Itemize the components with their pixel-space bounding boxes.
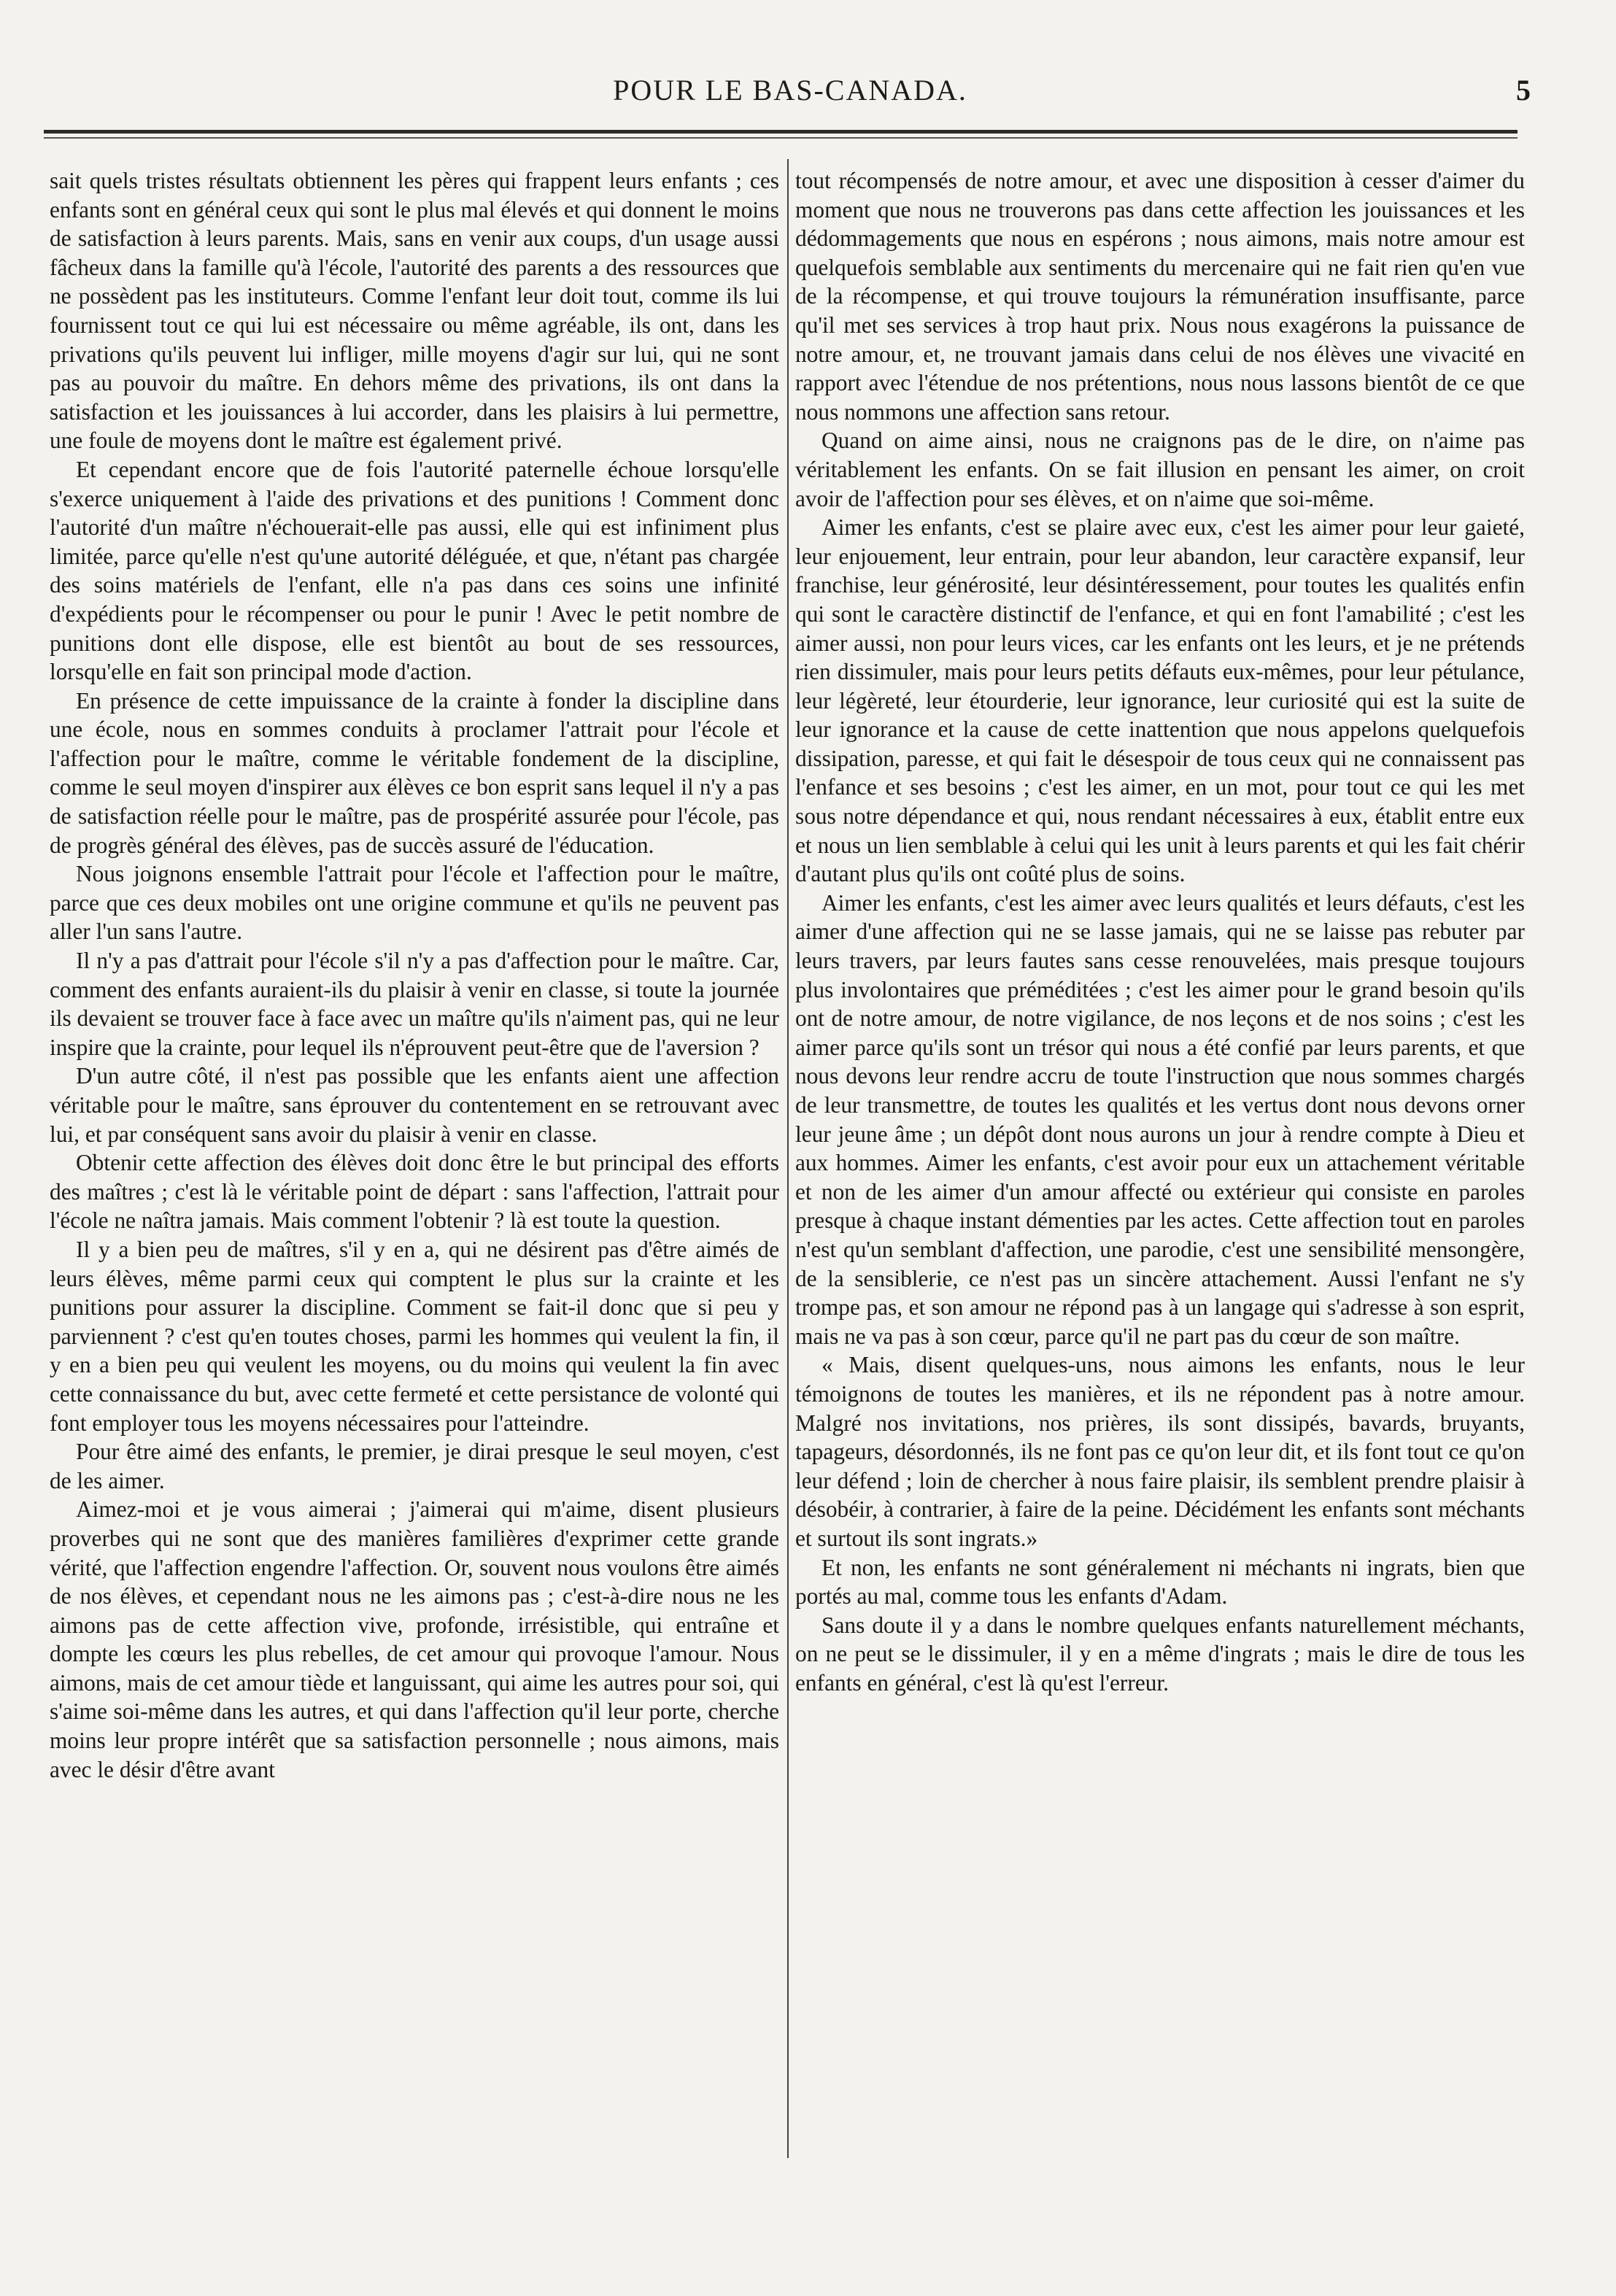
paragraph: Il y a bien peu de maîtres, s'il y en a, qui ne désirent pas d'être aimés de leurs élèves, même parmi ceux qui comptent le plus sur la crainte et les punitions pour assurer la discipline. Comment se fait-il donc que si peu y parviennent ? c'est qu'en toutes choses, parmi les hommes qui veulent la fin, il y en a bien peu qui veulent les moyens, ou du moins qui veulent la fin avec cette connaissance du but, avec cette fermeté et cette persistance de volonté qui font employer tous les moyens nécessaires pour l'atteindre.	[50, 1236, 779, 1436]
paragraph: En présence de cette impuissance de la crainte à fonder la discipline dans une école, nous en sommes conduits à proclamer l'attrait pour l'école et l'affection pour le maître, comme le véritable fondement de la discipline, comme le seul moyen d'inspirer aux élèves ce bon esprit sans lequel il n'y a pas de satisfaction réelle pour le maître, pas de prospérité assurée pour l'école, pas de progrès général des élèves, pas de succès assuré de l'éducation.	[50, 687, 779, 858]
paragraph: sait quels tristes résultats obtiennent les pères qui frappent leurs enfants ; ces enfants sont en général ceux qui sont le plus mal élevés et qui donnent le moins de satisfaction à leurs parents. Mais, sans en venir aux coups, d'un usage aussi fâcheux dans la famille qu'à l'école, l'autorité des parents a des ressources que ne possèdent pas les instituteurs. Comme l'enfant leur doit tout, comme ils lui fournissent tout ce qui lui est nécessaire ou même agréable, ils ont, dans les privations qu'ils peuvent lui infliger, mille moyens d'agir sur lui, qui ne sont pas au pouvoir du maître. En dehors même des privations, ils ont dans la satisfaction et les jouissances à lui accorder, dans les plaisirs à lui permettre, une foule de moyens dont le maître est également privé.	[50, 168, 779, 454]
paragraph: Pour être aimé des enfants, le premier, je dirai presque le seul moyen, c'est de les aimer.	[50, 1439, 779, 1493]
column-divider	[787, 159, 789, 2158]
paragraph: Et non, les enfants ne sont généralement ni méchants ni ingrats, bien que portés au mal, comme tous les enfants d'Adam.	[795, 1554, 1525, 1609]
header-rule	[44, 130, 1518, 134]
paragraph: Obtenir cette affection des élèves doit donc être le but principal des efforts des maîtres ; c'est là le véritable point de départ : sans l'affection, l'attrait pour l'école ne naîtra jamais. Mais comment l'obtenir ? là est toute la question.	[50, 1150, 779, 1234]
paragraph: Aimer les enfants, c'est se plaire avec eux, c'est les aimer pour leur gaieté, leur enjouement, leur entrain, pour leur abandon, leur caractère expansif, leur franchise, leur générosité, leur désintéressement, pour toutes les qualités enfin qui sont le caractère distinctif de l'enfance, et qui en font l'amabilité ; c'est les aimer aussi, non pour leurs vices, car les enfants ont les leurs, et je ne prétends rien dissimuler, mais pour leurs petits défauts eux-mêmes, pour leur pétulance, leur légèreté, leur étourderie, leur ignorance, leur curiosité qui est la suite de leur ignorance et la cause de cette inattention que nous appelons quelquefois dissipation, paresse, et qui fait le désespoir de tous ceux qui ne connaissent pas l'enfance et ses besoins ; c'est les aimer, en un mot, pour tout ce qui les met sous notre dépendance et qui, nous rendant nécessaires à eux, établit entre eux et nous un lien semblable à celui qui les unit à leurs parents et qui les fait chérir d'autant plus qu'ils ont coûté plus de soins.	[795, 514, 1525, 887]
running-title: POUR LE BAS-CANADA.	[613, 74, 967, 107]
left-column	[50, 166, 779, 1784]
paragraph: Quand on aime ainsi, nous ne craignons pas de le dire, on n'aime pas véritablement les enfants. On se fait illusion en pensant les aimer, on croit avoir de l'affection pour ses élèves, et on n'aime que soi-même.	[795, 428, 1525, 511]
page-header	[50, 57, 1531, 115]
paragraph: D'un autre côté, il n'est pas possible que les enfants aient une affection véritable pour le maître, sans éprouver du contentement en se retrouvant avec lui, et par conséquent sans avoir du plaisir à venir en classe.	[50, 1063, 779, 1147]
paragraph: « Mais, disent quelques-uns, nous aimons les enfants, nous le leur témoignons de toutes les manières, et ils ne répondent pas à notre amour. Malgré nos invitations, nos prières, ils sont dissipés, bavards, bruyants, tapageurs, désordonnés, ils ne font pas ce qu'on leur dit, et ils font tout ce qu'on leur défend ; loin de chercher à nous faire plaisir, ils semblent prendre plaisir à désobéir, à contrarier, à faire de la peine. Décidément les enfants sont méchants et surtout ils sont ingrats.»	[795, 1352, 1525, 1551]
page-number: 5	[1516, 74, 1531, 107]
paragraph: Nous joignons ensemble l'attrait pour l'école et l'affection pour le maître, parce que ces deux mobiles ont une origine commune et qu'ils ne peuvent pas aller l'un sans l'autre.	[50, 861, 779, 945]
paragraph: Aimez-moi et je vous aimerai ; j'aimerai qui m'aime, disent plusieurs proverbes qui ne sont que des manières familières d'exprimer cette grande vérité, que l'affection engendre l'affection. Or, souvent nous voulons être aimés de nos élèves, et cependant nous ne les aimons pas ; c'est-à-dire nous ne les aimons pas de cette affection vive, profonde, irrésistible, qui entraîne et dompte les cœurs les plus rebelles, de cet amour qui provoque l'amour. Nous aimons, mais de cet amour tiède et languissant, qui aime les autres pour soi, qui s'aime soi-même dans les autres, et qui dans l'affection qu'il leur porte, cherche moins leur propre intérêt que sa satisfaction personnelle ; nous aimons, mais avec le désir d'être avant	[50, 1496, 779, 1782]
paragraph: Il n'y a pas d'attrait pour l'école s'il n'y a pas d'affection pour le maître. Car, comment des enfants auraient-ils du plaisir à venir en classe, si toute la journée ils devaient se trouver face à face avec un maître qu'ils n'aiment pas, qui ne leur inspire que la crainte, pour lequel ils n'éprouvent peut-être que de l'aversion ?	[50, 948, 779, 1060]
paragraph: tout récompensés de notre amour, et avec une disposition à cesser d'aimer du moment que nous ne trouverons pas dans cette affection les jouissances et les dédommagements que nous en espérons ; nous aimons, mais notre amour est quelquefois semblable aux sentiments du mercenaire qui ne fait rien qu'en vue de la récompense, et qui trouve toujours la rémunération insuffisante, parce qu'il met ses services à trop haut prix. Nous nous exagérons la puissance de notre amour, et, ne trouvant jamais dans celui de nos élèves une vivacité en rapport avec l'étendue de nos prétentions, nous nous lassons bientôt de ce que nous nommons une affection sans retour.	[795, 168, 1525, 425]
paragraph: Sans doute il y a dans le nombre quelques enfants naturellement méchants, on ne peut se le dissimuler, il y en a même d'ingrats ; mais le dire de tous les enfants en général, c'est là qu'est l'erreur.	[795, 1612, 1525, 1696]
paragraph: Aimer les enfants, c'est les aimer avec leurs qualités et leurs défauts, c'est les aimer d'une affection qui ne se lasse jamais, qui ne se laisse pas rebuter par leurs travers, par leurs fautes sans cesse renouvelées, mais presque toujours plus involontaires que préméditées ; c'est les aimer pour le grand besoin qu'ils ont de notre amour, de notre vigilance, de nos leçons et de nos soins ; c'est les aimer parce qu'ils sont un trésor qui nous a été confié par leurs parents, et que nous devons leur rendre accru de toute l'instruction que nous sommes chargés de leur transmettre, de toutes les qualités et les vertus dont nous devons orner leur jeune âme ; un dépôt dont nous aurons un jour à rendre compte à Dieu et aux hommes. Aimer les enfants, c'est avoir pour eux un attachement véritable et non de les aimer d'un amour affecté ou extérieur qui consiste en paroles presque à chaque instant démenties par les actes. Cette affection tout en paroles n'est qu'un semblant d'affection, une parodie, c'est une sensibilité mensongère, de la sensiblerie, ce n'est pas un sincère attachement. Aussi l'enfant ne s'y trompe pas, et son amour ne répond pas à un langage qui s'adresse à son esprit, mais ne va pas à son cœur, parce qu'il ne part pas du cœur de son maître.	[795, 889, 1526, 1349]
header-rule-thin	[44, 137, 1518, 139]
right-column	[795, 166, 1525, 1697]
paragraph: Et cependant encore que de fois l'autorité paternelle échoue lorsqu'elle s'exerce uniquement à l'aide des privations et des punitions ! Comment donc l'autorité d'un maître n'échouerait-elle pas aussi, elle qui est infiniment plus limitée, parce qu'elle n'est qu'une autorité déléguée, et que, n'étant pas chargée des soins matériels de l'enfant, elle n'a pas dans ces soins une infinité d'expédients pour le récompenser ou pour le punir ! Avec le petit nombre de punitions dont elle dispose, elle est bientôt au bout de ses ressources, lorsqu'elle en fait son principal mode d'action.	[50, 456, 779, 685]
